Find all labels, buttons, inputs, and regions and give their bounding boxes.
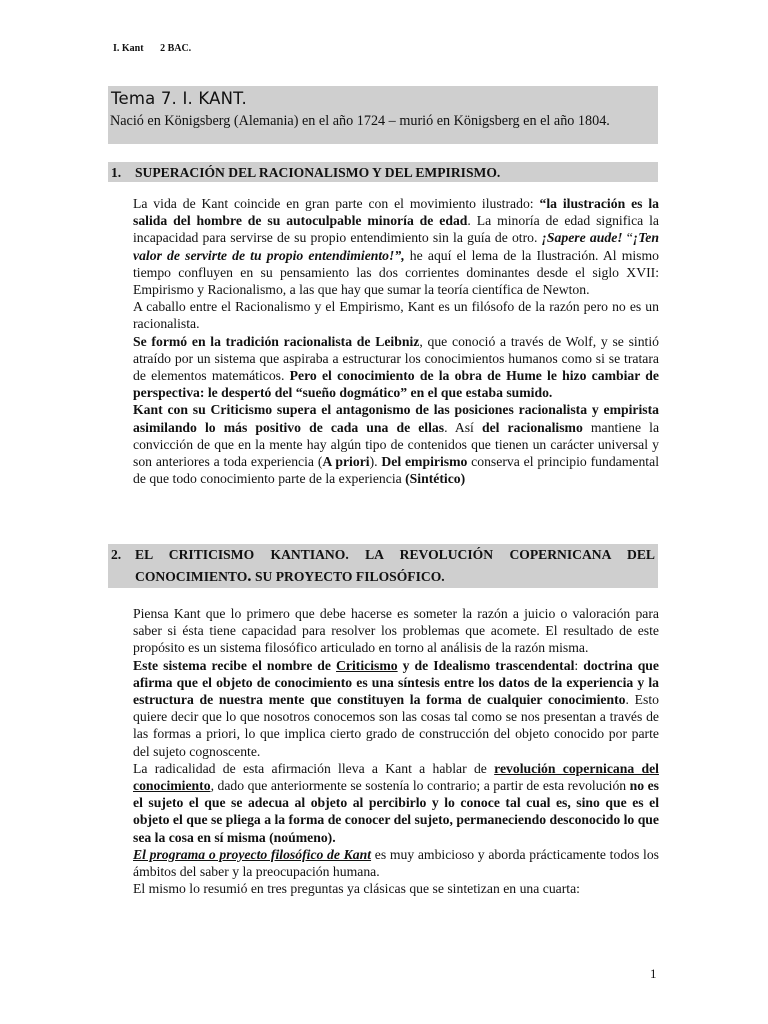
- page-number: 1: [650, 966, 657, 981]
- bold-underlined-text: revolución copernicana del conocimiento: [133, 760, 659, 794]
- section-2-paragraph-1: Piensa Kant que lo primero que debe hacerse es someter la razón a juicio o valoración para saber si ésta tiene capacidad para resolver los problemas que acomete. El resultado de este propósito es un sistema filosófico articulado en torno al análisis de la razón misma.: [133, 606, 659, 656]
- bold-text: Este sistema recibe el nombre de: [133, 657, 337, 673]
- bold-text: (Sintético): [405, 471, 466, 487]
- bold-text: Se formó en la tradición racionalista de Leibniz: [133, 333, 420, 349]
- page-header: [113, 43, 205, 54]
- section-2-paragraph-2: [133, 657, 659, 760]
- section-1-paragraph-2: A caballo entre el Racionalismo y el Empirismo, Kant es un filósofo de la razón pero no es un racionalista.: [133, 299, 659, 332]
- section-1-paragraph-3: [133, 333, 659, 402]
- bold-text: del racionalismo: [481, 419, 583, 435]
- bold-text: doctrina que afirma que el objeto de conocimiento es una síntesis entre los datos de la experiencia y la estructura de nuestra mente que constituyen la forma de cualquier conocimiento: [133, 657, 659, 708]
- section-1-title: SUPERACIÓN DEL RACIONALISMO Y DEL EMPIRISMO.: [135, 165, 501, 180]
- bold-quote: “la ilustración es la salida del hombre de su autoculpable minoría de edad: [133, 196, 659, 229]
- header-author: I. Kant: [113, 43, 144, 54]
- bold-text: A priori: [322, 454, 370, 470]
- bold-text: y de Idealismo trascendental: [397, 657, 575, 673]
- bold-underlined-text: Criticismo: [336, 657, 398, 673]
- bold-text: Pero el conocimiento de la obra de Hume le hizo cambiar de perspectiva: le despertó del “sueño dogmático” en el que estaba sumido.: [133, 368, 659, 401]
- section-2-paragraph-3: [133, 760, 659, 846]
- text-run: es muy ambicioso y aborda prácticamente todos los ámbitos del saber y la preocupación humana.: [133, 846, 660, 880]
- section-2-title: [135, 544, 655, 587]
- text-run: mantiene la convicción de que en la mente hay algún tipo de contenidos que tienen un carácter universal y son anteriores a toda experiencia (: [133, 419, 660, 470]
- section-1-paragraph-1: [133, 195, 659, 298]
- section-2-number: 2.: [111, 547, 122, 562]
- text-run: he aquí el lema de la Ilustración. Al mismo tiempo confluyen en su pensamiento las dos corrientes dominantes desde el siglo XVII: Empirismo y Racionalismo, a las que hay que sumar la teoría científica de Newton.: [133, 247, 659, 298]
- section-1-body: [133, 195, 659, 487]
- text-run: , que conoció a través de Wolf, y se sintió atraído por un sistema que aspiraba a estructurar los conocimientos humanos como si se tratara de elementos matemáticos.: [133, 333, 660, 384]
- bold-text: no es el sujeto el que se adecua al objeto al percibirlo y lo conoce tal cual es, sino que es el objeto el que se pliega a la forma de conocer del sujeto, permaneciendo desconocido lo que sea la cosa en sí misma (noúmeno).: [133, 778, 659, 845]
- text-run: :: [574, 657, 584, 673]
- text-run: “: [622, 230, 633, 246]
- bold-italic-quote: ¡Sapere aude!: [541, 230, 623, 246]
- document-title: Tema 7. I. KANT.: [111, 89, 247, 108]
- bold-italic-underlined-text: El programa o proyecto filosófico de Kant: [133, 846, 372, 862]
- text-run: . Así: [444, 419, 482, 435]
- section-2-paragraph-5: El mismo lo resumió en tres preguntas ya clásicas que se sintetizan en una cuarta:: [133, 881, 580, 897]
- heading-run: .: [247, 566, 252, 585]
- text-run: La vida de Kant coincide en gran parte con el movimiento ilustrado:: [133, 196, 540, 211]
- bold-text: Kant con su Criticismo supera el antagonismo de las posiciones racionalista y empirista asimilando lo más positivo de cada una de ellas: [133, 402, 659, 435]
- heading-run: EL CRITICISMO KANTIANO. LA REVOLUCIÓN COPERNICANA DEL CONOCIMIENTO: [135, 547, 655, 584]
- bold-text: Del empirismo: [381, 454, 468, 470]
- document-subtitle: Nació en Königsberg (Alemania) en el año 1724 – murió en Königsberg en el año 1804.: [110, 113, 610, 129]
- section-1-heading: [108, 162, 658, 182]
- section-1-paragraph-4: [133, 401, 659, 487]
- section-2-paragraph-4: [133, 846, 659, 880]
- section-2-body: [133, 605, 659, 897]
- heading-run: SU PROYECTO FILOSÓFICO.: [251, 569, 445, 584]
- header-course: 2 BAC.: [160, 43, 192, 54]
- text-run: conserva el principio fundamental de que todo conocimiento parte de la experiencia: [133, 454, 659, 487]
- text-run: . Esto quiere decir que lo que nosotros conocemos son las cosas tal como se nos presentan a través de las formas a priori, lo que implica cierto grado de construcción del objeto conocido por parte del sujeto cognoscente.: [133, 692, 659, 759]
- title-block: [108, 86, 658, 144]
- section-2-heading: [108, 544, 658, 588]
- text-run: , dado que anteriormente se sostenía lo contrario; a partir de esta revolución: [210, 778, 630, 794]
- section-1-number: 1.: [111, 165, 122, 180]
- text-run: . La minoría de edad significa la incapacidad para servirse de su propio entendimiento sin la guía de otro.: [133, 213, 660, 246]
- bold-italic-quote: ¡Ten valor de servirte de tu propio entendimiento!”,: [133, 230, 659, 263]
- text-run: La radicalidad de esta afirmación lleva a Kant a hablar de: [133, 760, 495, 776]
- text-run: ).: [369, 454, 382, 470]
